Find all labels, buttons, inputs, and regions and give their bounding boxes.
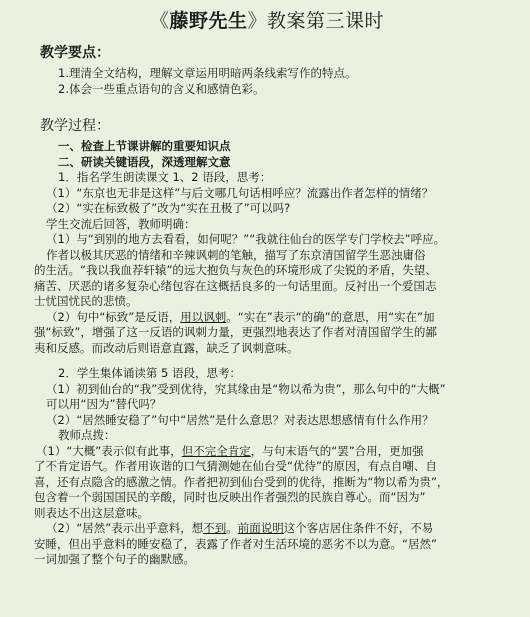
underlined-phrase: 前面说明 <box>237 521 284 535</box>
answer-line: 夷和反感。而改动后则语意直露，缺乏了讽刺意味。 <box>34 340 299 355</box>
underlined-phrase: 不到 <box>203 521 227 535</box>
answer-line: 则表达不出这层意味。 <box>34 505 149 520</box>
answer-segment: 。“实在”表示“的确”的意思，用“实在”加 <box>226 309 435 324</box>
answer-segment: 。 <box>226 521 238 535</box>
answer-segment: ，与句末语气的“罢”合用，更加强 <box>250 443 424 458</box>
answer-line: 包含着一个弱国国民的辛酸，同时也反映出作者强烈的民族自尊心。而“因为” <box>34 490 426 504</box>
answer-line: 强“标致”，增强了这一反语的讽刺力量，更强烈地表达了作者对清国留学生的鄙 <box>34 325 437 339</box>
spacer <box>14 356 520 366</box>
title-name: 藤野先生 <box>169 10 248 32</box>
answer-line: 士忧国忧民的悲愤。 <box>34 294 138 308</box>
title-prefix: 《 <box>149 10 170 32</box>
point-item: 1.理清全文结构，理解文章运用明暗两条线索写作的特点。 <box>58 66 357 80</box>
answer-line: 安睡，但出乎意料的睡安稳了，表露了作者对生活环境的恶劣不以为意。“居然” <box>34 536 437 551</box>
page-title <box>14 8 520 34</box>
answer-line: （1）与“到别的地方去看看，如何呢？”“我就往仙台的医学专门学校去”呼应。 <box>46 232 446 246</box>
section-heading: 二、研读关键语段，深透理解文意 <box>58 154 231 169</box>
question: （1）“东京也无非是这样”与后文哪几句话相呼应？流露出作者怎样的情绪？ <box>46 185 434 200</box>
question: （1）初到仙台的“我”受到优待，究其缘由是“物以希为贵”，那么句中的“大概” <box>46 381 446 396</box>
answer-line: 的生活。“我以我血荐轩辕”的远大抱负与灰色的环境形成了尖锐的矛盾，失望、 <box>34 263 437 277</box>
underlined-phrase: 用以讽刺 <box>180 309 227 324</box>
underlined-phrase: 但不完全肯定 <box>181 443 251 458</box>
teacher-note: 学生交流后回答，教师明确： <box>46 216 196 231</box>
process-heading: 教学过程： <box>40 118 110 134</box>
question: （2）“实在标致极了”改为“实在丑极了”可以吗? <box>46 201 291 215</box>
point-item: 2.体会一些重点语句的含义和感情色彩。 <box>58 81 265 96</box>
section-heading: 一、检查上节课讲解的重要知识点 <box>58 139 231 153</box>
answer-line: 痛苦、厌恶的诸多复杂心绪包容在这概括良多的一句话里面。反衬出一个爱国志 <box>34 278 437 293</box>
teacher-note: 教师点拨： <box>58 428 116 442</box>
answer-segment: 这个客店居住条件不好，不易 <box>283 521 434 535</box>
question: 可以用“因为”替代吗？ <box>46 397 162 411</box>
question: （2）“居然睡安稳了”句中“居然”是什么意思？对表达思想感情有什么作用？ <box>46 412 434 427</box>
answer-segment: （2）“居然”表示出乎意料，想 <box>46 521 204 535</box>
answer-line: 作者以极其厌恶的情绪和辛辣讽刺的笔触，描写了东京清国留学生恶浊庸俗 <box>46 247 426 262</box>
question-intro: 2．学生集体诵读第 5 语段，思考： <box>58 366 241 380</box>
answer-line: 喜，还有点隐含的感激之情。作者把初到仙台受到的优待，推断为“物以希为贵”， <box>34 474 449 489</box>
answer-line <box>14 310 520 326</box>
answer-line: 了不肯定语气。作者用诙谐的口气猜测她在仙台受“优待”的原因，有点自嘲、自 <box>34 459 437 473</box>
points-heading: 教学要点： <box>40 45 110 61</box>
answer-line <box>14 521 520 537</box>
question-intro: 1．指名学生朗读课文 1、2 语段，思考： <box>58 170 272 184</box>
title-suffix: 》教案第三课时 <box>247 10 385 32</box>
answer-segment: （1）“大概”表示似有此事， <box>36 443 182 458</box>
answer-line: 一词加强了整个句子的幽默感。 <box>34 552 195 566</box>
answer-segment: （2）句中“标致”是反语， <box>46 309 181 324</box>
answer-line <box>14 444 520 460</box>
